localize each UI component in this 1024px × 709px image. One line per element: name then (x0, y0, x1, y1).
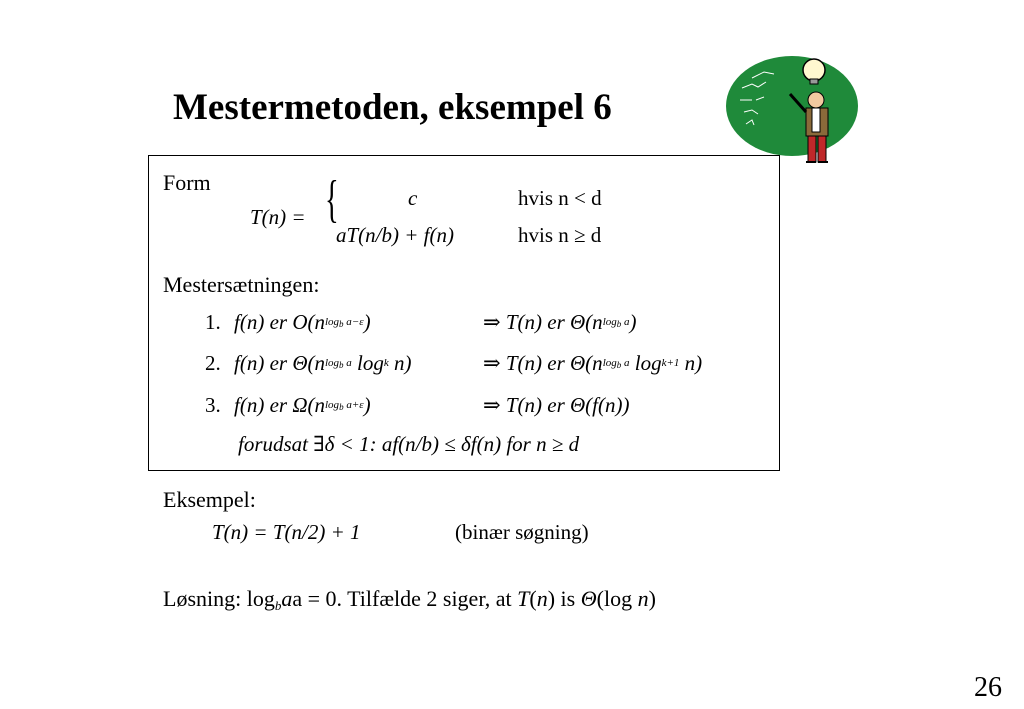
example-label: Eksempel: (163, 487, 256, 512)
case-number: 3. (205, 393, 221, 417)
case-result: T(n) er $\Theta(n^{logb a}$ $\log^{k+1} n$) (505, 351, 703, 375)
example-note: (binær søgning) (455, 520, 589, 544)
case-2 (205, 351, 412, 376)
case-condition: f(n) er $\Theta(n^{logb a}$ $\log^k n$) (234, 351, 412, 375)
professor-chalkboard-icon (722, 48, 862, 170)
case1-cond: hvis n < d (518, 186, 602, 210)
theorem-label: Mestersætningen: (163, 272, 320, 297)
case-1 (205, 310, 371, 335)
case-result: T(n) er Θ(f(n)) (505, 393, 630, 417)
case-2-result (483, 351, 702, 376)
left-brace: { (325, 171, 339, 228)
case1-expr: c (408, 186, 418, 210)
case-condition: f(n) er $O(n^{logb a-\varepsilon})$ (234, 310, 371, 334)
slide-title: Mestermetoden, eksempel 6 (173, 87, 612, 128)
solution-text: Løsning: logbaa = 0. Tilfælde 2 siger, at T(n) is Θ(log n) (163, 586, 656, 613)
case2-expr: aT(n/b) + f(n) (336, 223, 454, 247)
case-condition: f(n) er $\Omega(n^{logb a+\varepsilon})$ (234, 393, 371, 417)
case-number: 1. (205, 310, 221, 334)
form-label: Form (163, 170, 211, 195)
example-recurrence: T(n) = T(n/2) + 1 (212, 520, 361, 544)
case-3-result (483, 393, 630, 418)
recurrence-lhs: T(n) = (250, 205, 306, 229)
page-number: 26 (974, 672, 1002, 703)
implies-arrow: ⇒ (483, 393, 501, 417)
implies-arrow: ⇒ (483, 351, 501, 375)
proviso: forudsat ∃δ < 1: af(n/b) ≤ δf(n) for n ≥ d (238, 432, 580, 456)
case-number: 2. (205, 351, 221, 375)
case-1-result (483, 310, 637, 335)
case2-cond: hvis n ≥ d (518, 223, 602, 247)
implies-arrow: ⇒ (483, 310, 501, 334)
case-result: T(n) er $\Theta(n^{logb a})$ (505, 310, 637, 334)
case-3 (205, 393, 371, 418)
